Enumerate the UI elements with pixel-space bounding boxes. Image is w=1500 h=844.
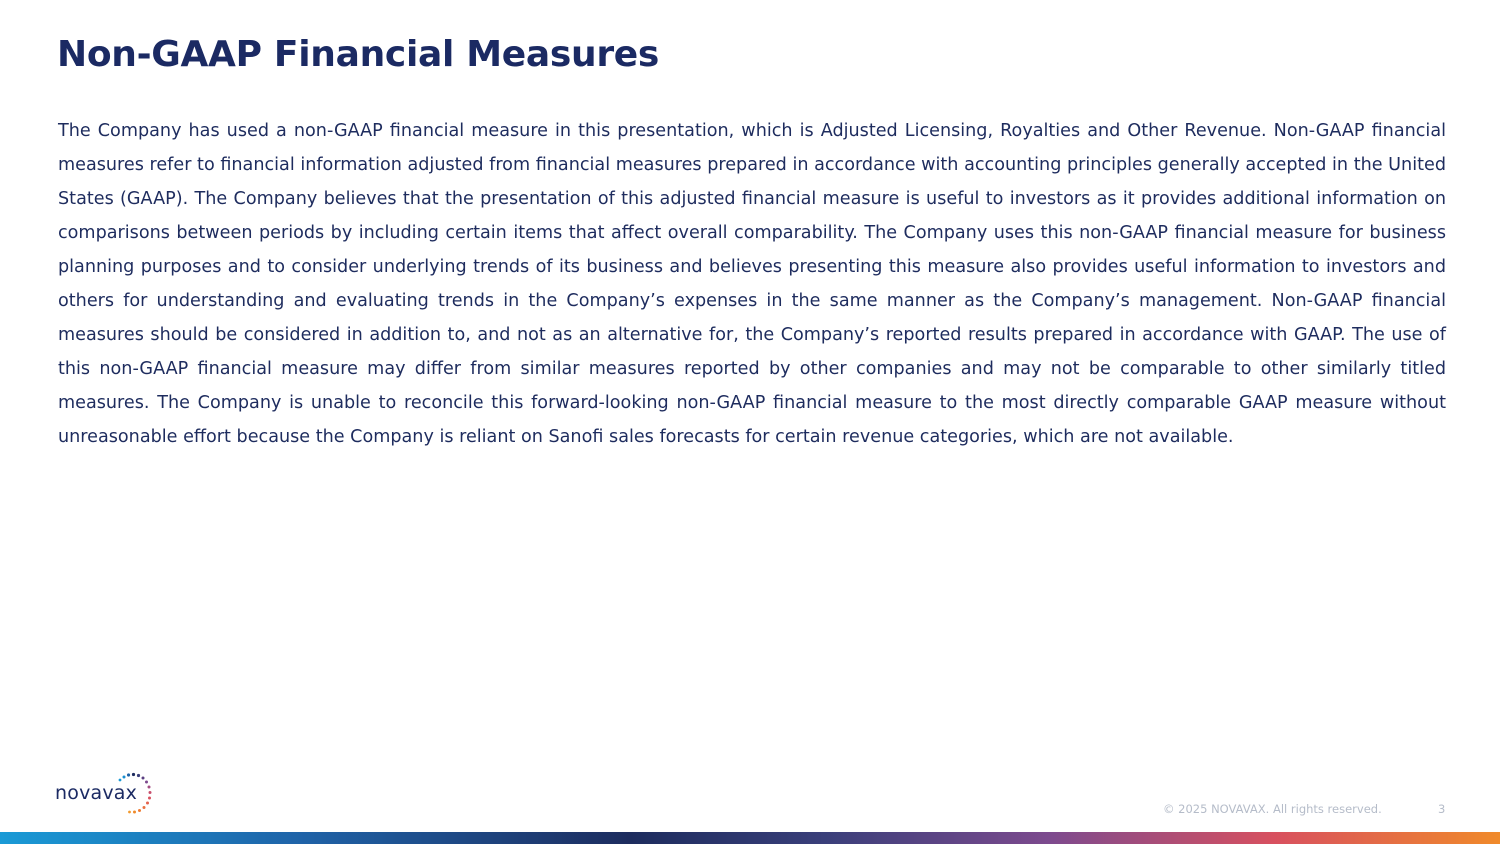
gradient-footer-bar	[0, 832, 1500, 844]
page-number: 3	[1438, 802, 1446, 816]
novavax-logo	[55, 772, 155, 818]
slide-title: Non-GAAP Financial Measures	[57, 34, 660, 75]
copyright-notice: © 2025 NOVAVAX. All rights reserved.	[1163, 802, 1382, 816]
logo-wordmark: novavax	[55, 782, 138, 804]
body-paragraph: The Company has used a non-GAAP financial measure in this presentation, which is Adjusted Licensing, Royalties and Other Revenue. Non-GAAP financial measures refer to financial information adjusted from financial measures prepared in accordance with accounting principles generally accepted in the United States (GAAP). The Company believes that the presentation of this adjusted financial measure is useful to investors as it provides additional information on comparisons between periods by including certain items that affect overall comparability. The Company uses this non-GAAP financial measure for business planning purposes and to consider underlying trends of its business and believes presenting this measure also provides useful information to investors and others for understanding and evaluating trends in the Company’s expenses in the same manner as the Company’s management. Non-GAAP financial measures should be considered in addition to, and not as an alternative for, the Company’s reported results prepared in accordance with GAAP. The use of this non-GAAP financial measure may differ from similar measures reported by other companies and may not be comparable to other similarly titled measures. The Company is unable to reconcile this forward-looking non-GAAP financial measure to the most directly comparable GAAP measure without unreasonable effort because the Company is reliant on Sanofi sales forecasts for certain revenue categories, which are not available.	[58, 121, 1446, 447]
novavax-dot-arc-icon	[105, 772, 155, 818]
